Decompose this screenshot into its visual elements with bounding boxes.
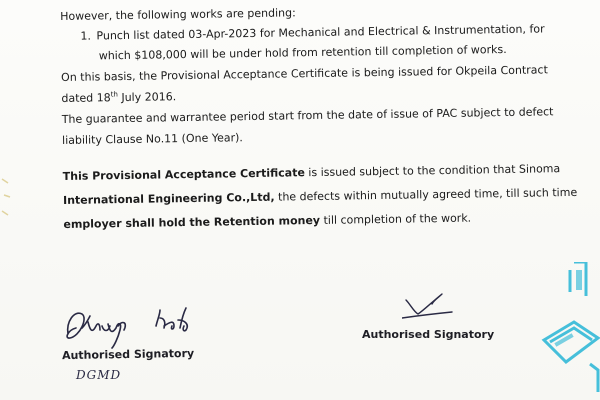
list-item: [60, 22, 580, 44]
condition-line-2-rest: the defects within mutually agreed time, till such time: [274, 185, 578, 204]
stamp-fragment-left: [0, 175, 12, 223]
condition-line-3-rest: till completion of the work.: [319, 211, 472, 227]
left-signature-block: [60, 304, 230, 394]
guarantee-line-1: The guarantee and warrantee period start from the date of issue of PAC subject to defect: [61, 105, 554, 126]
condition-line-2: [63, 186, 583, 208]
list-item-line-1: Punch list dated 03-Apr-2023 for Mechanical and Electrical & Instrumentation, for: [96, 22, 545, 43]
condition-line-3: [63, 210, 583, 232]
condition-line-1-rest: is issued subject to the condition that Sinoma: [304, 162, 561, 180]
right-signatory-label: Authorised Signatory: [362, 328, 495, 341]
list-item-number: 1.: [80, 29, 92, 43]
pending-intro: However, the following works are pending:: [60, 6, 296, 23]
condition-line-1-bold: This Provisional Acceptance Certificate: [62, 166, 305, 183]
right-signature-block: [362, 290, 502, 350]
condition-line-1: [63, 162, 583, 184]
condition-line-2-bold: International Engineering Co.,Ltd,: [62, 190, 275, 207]
document-body: [60, 0, 583, 232]
company-stamp-fragment: [540, 262, 600, 392]
left-signatory-label: Authorised Signatory: [61, 346, 195, 363]
handwritten-signature-right: [402, 290, 462, 322]
basis-date-prefix: dated 18: [61, 91, 111, 105]
basis-line-2: [61, 84, 581, 106]
basis-date-sup: th: [110, 90, 118, 99]
list-item-line-2: which $108,000 will be under hold from retention till completion of works.: [98, 42, 507, 63]
handwritten-signature-left: [60, 304, 230, 352]
basis-line-1: On this basis, the Provisional Acceptance Certificate is being issued for Okpeila Contract: [61, 63, 548, 84]
left-handwritten-note: DGMD: [76, 368, 122, 382]
condition-line-3-bold: employer shall hold the Retention money: [63, 213, 321, 231]
basis-date-suffix: July 2016.: [117, 90, 177, 105]
guarantee-line-2: liability Clause No.11 (One Year).: [62, 131, 243, 147]
